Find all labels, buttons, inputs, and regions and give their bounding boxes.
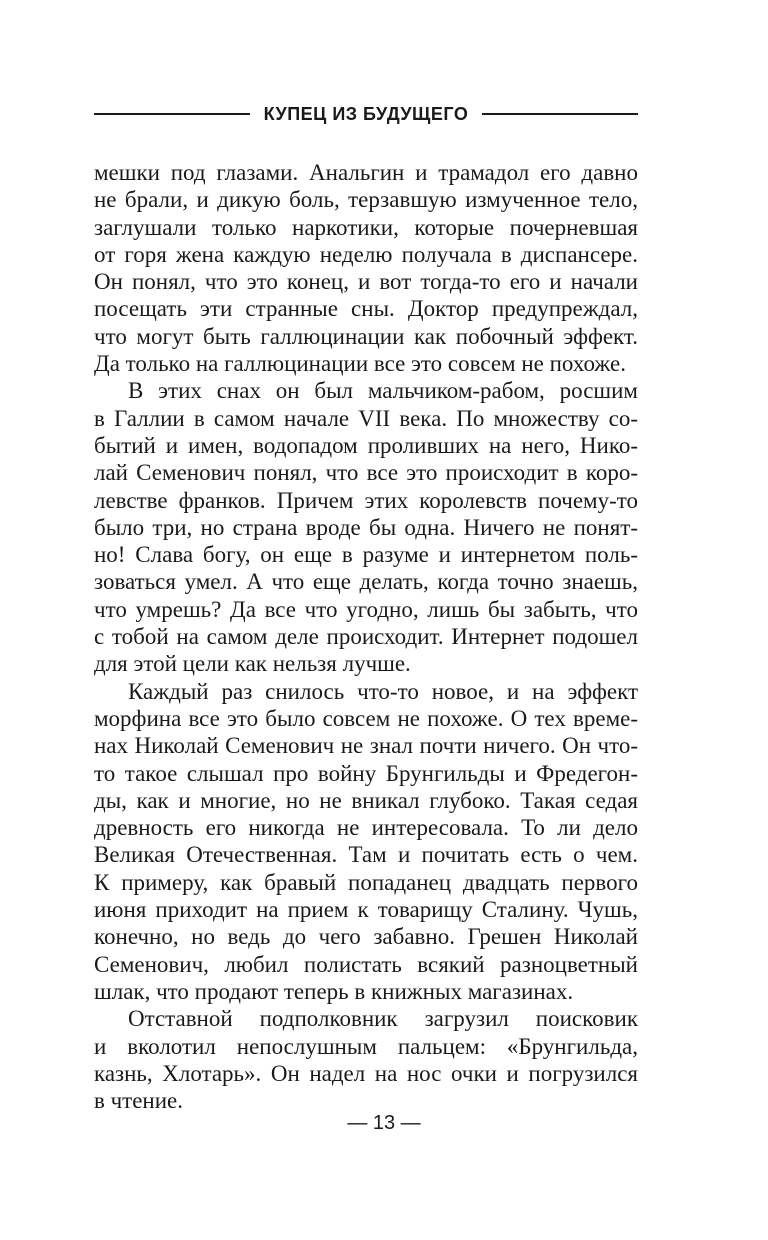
text-line: что могут быть галлюцинации как побочный эффект. [94, 323, 638, 349]
running-header [94, 100, 638, 128]
text-line: посещать эти странные сны. Доктор предупреждал, [94, 296, 638, 322]
text-line: Он понял, что это конец, и вот тогда-то его и начали [94, 269, 638, 295]
paragraph [94, 678, 638, 1006]
text-line: лай Семенович понял, что все это происходит в коро- [94, 460, 638, 486]
text-line: Да только на галлюцинации все это совсем не похоже. [94, 351, 626, 377]
text-line: морфина все это было совсем не похоже. О тех време- [94, 705, 638, 731]
text-line: казнь, Хлотарь». Он надел на нос очки и погрузился [94, 1060, 638, 1086]
text-line: в чтение. [94, 1088, 184, 1114]
running-title: КУПЕЦ ИЗ БУДУЩЕГО [263, 103, 469, 124]
text-line: Великая Отечественная. Там и почитать есть о чем. [94, 842, 638, 868]
text-line: К примеру, как бравый попаданец двадцать первого [94, 869, 638, 895]
text-line: июня приходит на прием к товарищу Сталину. Чушь, [94, 897, 638, 923]
text-line: с тобой на самом деле происходит. Интернет подошел [94, 624, 638, 650]
text-line: В этих снах он был мальчиком-рабом, росшим [128, 378, 638, 404]
text-line: Семенович, любил полистать всякий разноцветный [94, 951, 638, 977]
header-rule-right [482, 113, 638, 115]
paragraph [94, 159, 638, 377]
text-line: Отставной подполковник загрузил поисковик [128, 1006, 638, 1032]
text-line: что умрешь? Да все что угодно, лишь бы забыть, что [94, 596, 638, 622]
text-line: ды, как и многие, но не вникал глубоко. Такая седая [94, 787, 638, 813]
header-rule-left [94, 113, 250, 115]
text-line: зоваться умел. А что еще делать, когда точно знаешь, [94, 569, 638, 595]
text-line: то такое слышал про войну Брунгильды и Фредегон- [94, 760, 638, 786]
text-line: шлак, что продают теперь в книжных магазинах. [94, 978, 574, 1004]
body-text [94, 159, 638, 1114]
text-line: нах Николай Семенович не знал почти ничего. Он что- [94, 733, 638, 759]
paragraph [94, 377, 638, 677]
text-line: и вколотил непослушным пальцем: «Брунгильда, [94, 1033, 638, 1059]
text-line: древность его никогда не интересовала. То ли дело [94, 815, 638, 841]
text-line: для этой цели как нельзя лучше. [94, 651, 411, 677]
text-line: было три, но страна вроде бы одна. Ничего не понят- [94, 514, 638, 540]
text-line: Каждый раз снилось что-то новое, и на эффект [128, 678, 638, 704]
text-line: в Галлии в самом начале VII века. По множеству со- [94, 405, 638, 431]
text-line: от горя жена каждую неделю получала в диспансере. [94, 241, 638, 267]
text-line: не брали, и дикую боль, терзавшую измученное тело, [94, 187, 638, 213]
text-line: мешки под глазами. Анальгин и трамадол его давно [94, 160, 638, 185]
text-line: заглушали только наркотики, которые почерневшая [94, 214, 638, 240]
text-line: бытий и имен, водопадом проливших на него, Нико- [94, 432, 638, 458]
text-line: конечно, но ведь до чего забавно. Грешен Николай [94, 924, 638, 950]
text-line: левстве франков. Причем этих королевств почему-то [94, 487, 638, 513]
text-line: но! Слава богу, он еще в разуме и интернетом поль- [94, 542, 638, 568]
page-number: — 13 — [347, 1112, 421, 1134]
paragraph [94, 1005, 638, 1114]
